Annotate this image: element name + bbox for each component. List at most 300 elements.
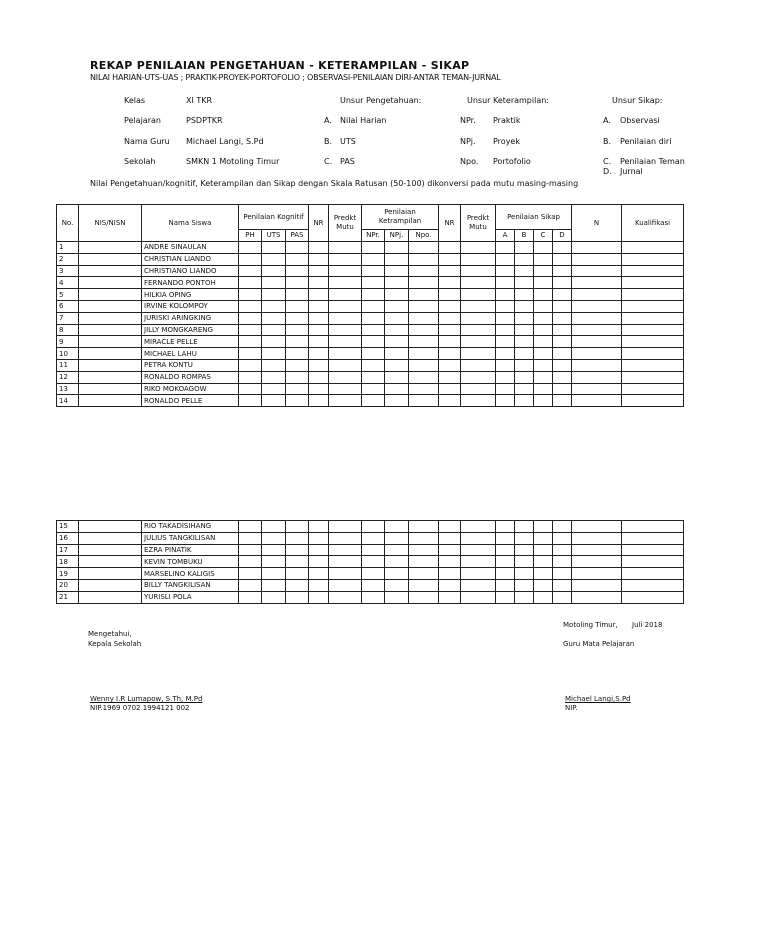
grade-table-continued: [56, 520, 684, 604]
grade-cell: [461, 324, 496, 336]
grade-cell: [572, 544, 622, 556]
grade-cell: [385, 348, 409, 360]
grade-cell: [309, 300, 329, 312]
grade-cell: [439, 544, 461, 556]
grade-cell: [286, 336, 309, 348]
keterampilan-code: Npo.: [460, 157, 479, 166]
header-uts: UTS: [262, 230, 286, 242]
grade-cell: [79, 348, 142, 360]
grade-cell: [239, 579, 262, 591]
grade-cell: [362, 312, 385, 324]
grade-cell: [534, 242, 553, 254]
grade-cell: [461, 300, 496, 312]
grade-cell: [286, 579, 309, 591]
grade-cell: [262, 312, 286, 324]
sikap-item: Penilaian diri: [620, 137, 672, 146]
table-row: [57, 348, 684, 360]
student-name: JILLY MONGKARENG: [142, 324, 239, 336]
grade-cell: [496, 591, 515, 603]
row-number: 20: [57, 579, 79, 591]
grade-cell: [553, 359, 572, 371]
table-row: [57, 359, 684, 371]
grade-cell: [439, 277, 461, 289]
grade-cell: [496, 579, 515, 591]
grade-cell: [515, 348, 534, 360]
grade-cell: [309, 312, 329, 324]
grade-cell: [286, 568, 309, 580]
grade-cell: [362, 300, 385, 312]
grade-cell: [553, 300, 572, 312]
row-number: 17: [57, 544, 79, 556]
grade-cell: [496, 544, 515, 556]
keterampilan-item: Proyek: [493, 137, 520, 146]
grade-cell: [79, 242, 142, 254]
grade-cell: [461, 253, 496, 265]
grade-cell: [572, 253, 622, 265]
grade-cell: [309, 591, 329, 603]
grade-cell: [515, 312, 534, 324]
mengetahui-label: Mengetahui,: [88, 630, 132, 638]
grade-cell: [439, 348, 461, 360]
grade-cell: [461, 359, 496, 371]
grade-cell: [439, 253, 461, 265]
grade-cell: [622, 371, 684, 383]
grade-cell: [496, 324, 515, 336]
page-subtitle: NILAI HARIAN-UTS-UAS ; PRAKTIK-PROYEK-PORTOFOLIO ; OBSERVASI-PENILAIAN DIRI-ANTAR TEMAN-JURNAL: [90, 73, 501, 82]
grade-cell: [385, 521, 409, 533]
grade-cell: [515, 289, 534, 301]
row-number: 10: [57, 348, 79, 360]
grade-cell: [534, 395, 553, 407]
grade-cell: [572, 556, 622, 568]
table-row: [57, 253, 684, 265]
table-row: [57, 242, 684, 254]
grade-cell: [572, 300, 622, 312]
grade-cell: [79, 336, 142, 348]
grade-cell: [329, 544, 362, 556]
grade-cell: [79, 265, 142, 277]
grade-cell: [553, 532, 572, 544]
grade-cell: [362, 359, 385, 371]
grade-cell: [286, 324, 309, 336]
grade-cell: [572, 289, 622, 301]
grade-cell: [439, 300, 461, 312]
grade-cell: [534, 556, 553, 568]
student-name: MARSELINO KALIGIS: [142, 568, 239, 580]
grade-cell: [309, 383, 329, 395]
grade-cell: [409, 253, 439, 265]
grade-cell: [553, 591, 572, 603]
grade-cell: [572, 395, 622, 407]
table-row: [57, 544, 684, 556]
grade-cell: [262, 324, 286, 336]
grade-cell: [286, 591, 309, 603]
grade-cell: [553, 336, 572, 348]
row-number: 19: [57, 568, 79, 580]
grade-cell: [496, 383, 515, 395]
grade-cell: [385, 253, 409, 265]
grade-cell: [385, 371, 409, 383]
grade-cell: [515, 277, 534, 289]
grade-cell: [362, 348, 385, 360]
grade-cell: [439, 336, 461, 348]
header-ph: PH: [239, 230, 262, 242]
grade-cell: [239, 312, 262, 324]
grade-cell: [439, 395, 461, 407]
sikap-item: Jurnal: [620, 167, 643, 176]
grade-cell: [572, 277, 622, 289]
grade-cell: [409, 359, 439, 371]
kelas-label: Kelas: [124, 96, 146, 105]
table-row: [57, 556, 684, 568]
grade-cell: [461, 289, 496, 301]
grade-cell: [622, 289, 684, 301]
table-row: [57, 336, 684, 348]
grade-cell: [439, 556, 461, 568]
grade-cell: [262, 579, 286, 591]
grade-cell: [385, 359, 409, 371]
grade-cell: [622, 395, 684, 407]
grade-cell: [385, 556, 409, 568]
grade-cell: [622, 591, 684, 603]
grade-cell: [309, 371, 329, 383]
grade-cell: [385, 277, 409, 289]
grade-cell: [439, 371, 461, 383]
grade-cell: [515, 532, 534, 544]
student-name: RIKO MOKOAGOW: [142, 383, 239, 395]
grade-cell: [262, 521, 286, 533]
grade-cell: [622, 312, 684, 324]
header-npo: Npo.: [409, 230, 439, 242]
grade-cell: [79, 383, 142, 395]
grade-cell: [385, 265, 409, 277]
grade-cell: [362, 324, 385, 336]
header-n: N: [572, 205, 622, 242]
row-number: 7: [57, 312, 79, 324]
grade-cell: [622, 521, 684, 533]
grade-cell: [239, 348, 262, 360]
student-name: RIO TAKADISIHANG: [142, 521, 239, 533]
grade-cell: [309, 289, 329, 301]
grade-cell: [534, 348, 553, 360]
grade-cell: [534, 312, 553, 324]
grade-cell: [239, 532, 262, 544]
table-row: [57, 300, 684, 312]
header-no: No.: [57, 205, 79, 242]
grade-cell: [553, 277, 572, 289]
grade-cell: [309, 253, 329, 265]
row-number: 16: [57, 532, 79, 544]
grade-cell: [79, 395, 142, 407]
grade-cell: [309, 568, 329, 580]
grade-cell: [329, 300, 362, 312]
grade-cell: [329, 265, 362, 277]
grade-cell: [262, 591, 286, 603]
row-number: 12: [57, 371, 79, 383]
grade-cell: [79, 568, 142, 580]
grade-cell: [553, 265, 572, 277]
grade-cell: [461, 336, 496, 348]
grade-cell: [385, 532, 409, 544]
grade-cell: [409, 383, 439, 395]
student-name: BILLY TANGKILISAN: [142, 579, 239, 591]
grade-cell: [239, 371, 262, 383]
student-name: YURISLI POLA: [142, 591, 239, 603]
grade-cell: [262, 532, 286, 544]
grade-cell: [329, 242, 362, 254]
grade-cell: [496, 532, 515, 544]
grade-cell: [515, 253, 534, 265]
grade-cell: [309, 532, 329, 544]
grade-cell: [572, 242, 622, 254]
grade-cell: [286, 544, 309, 556]
grade-cell: [534, 579, 553, 591]
grade-cell: [286, 242, 309, 254]
grade-cell: [461, 591, 496, 603]
grade-cell: [439, 568, 461, 580]
grade-cell: [329, 395, 362, 407]
grade-cell: [553, 324, 572, 336]
grade-cell: [622, 253, 684, 265]
student-name: ANDRE SINAULAN: [142, 242, 239, 254]
grade-cell: [286, 253, 309, 265]
grade-cell: [286, 277, 309, 289]
grade-cell: [329, 336, 362, 348]
grade-cell: [515, 371, 534, 383]
table-row: [57, 277, 684, 289]
sikap-item: Observasi: [620, 116, 660, 125]
grade-cell: [286, 521, 309, 533]
grade-cell: [79, 521, 142, 533]
grade-cell: [262, 277, 286, 289]
grade-cell: [309, 324, 329, 336]
grade-cell: [515, 521, 534, 533]
grade-cell: [239, 265, 262, 277]
header-sikap: Penilaian Sikap: [496, 205, 572, 230]
grade-cell: [553, 383, 572, 395]
grade-cell: [622, 348, 684, 360]
grade-cell: [329, 521, 362, 533]
pengetahuan-code: B.: [324, 137, 333, 146]
row-number: 3: [57, 265, 79, 277]
grade-cell: [439, 359, 461, 371]
table-row: [57, 371, 684, 383]
grade-cell: [439, 383, 461, 395]
grade-cell: [534, 532, 553, 544]
grade-cell: [496, 253, 515, 265]
grade-cell: [329, 568, 362, 580]
kepala-sekolah-label: Kepala Sekolah: [88, 640, 142, 648]
grade-cell: [79, 324, 142, 336]
grade-cell: [239, 324, 262, 336]
grade-cell: [329, 277, 362, 289]
grade-cell: [309, 242, 329, 254]
grade-cell: [362, 383, 385, 395]
grade-cell: [309, 277, 329, 289]
grade-cell: [239, 568, 262, 580]
grade-cell: [534, 383, 553, 395]
grade-cell: [409, 336, 439, 348]
grade-cell: [553, 521, 572, 533]
grade-cell: [79, 312, 142, 324]
grade-cell: [496, 289, 515, 301]
grade-cell: [553, 312, 572, 324]
grade-cell: [496, 242, 515, 254]
grade-cell: [79, 579, 142, 591]
header-nama: Nama Siswa: [142, 205, 239, 242]
pelajaran-label: Pelajaran: [124, 116, 161, 125]
grade-cell: [329, 532, 362, 544]
grade-cell: [409, 242, 439, 254]
grade-cell: [362, 253, 385, 265]
grade-cell: [79, 371, 142, 383]
grade-cell: [496, 556, 515, 568]
grade-cell: [286, 371, 309, 383]
table-row: [57, 568, 684, 580]
pelajaran-value: PSDPTKR: [186, 116, 223, 125]
grade-cell: [262, 556, 286, 568]
grade-table: [56, 204, 684, 407]
grade-cell: [309, 544, 329, 556]
grade-cell: [461, 521, 496, 533]
row-number: 9: [57, 336, 79, 348]
guru-value: Michael Langi, S.Pd: [186, 137, 264, 146]
sekolah-value: SMKN 1 Motoling Timur: [186, 157, 280, 166]
header-ketrampilan: Penilaian Ketrampilan: [362, 205, 439, 230]
header-npr: NPr.: [362, 230, 385, 242]
grade-cell: [461, 277, 496, 289]
grade-cell: [309, 359, 329, 371]
row-number: 15: [57, 521, 79, 533]
grade-cell: [286, 265, 309, 277]
grade-cell: [553, 579, 572, 591]
grade-cell: [439, 591, 461, 603]
grade-cell: [622, 383, 684, 395]
sikap-heading: Unsur Sikap:: [612, 96, 663, 105]
grade-cell: [622, 579, 684, 591]
sikap-code: D.: [603, 167, 612, 176]
grade-cell: [385, 300, 409, 312]
grade-cell: [362, 521, 385, 533]
grade-cell: [409, 591, 439, 603]
grade-cell: [262, 265, 286, 277]
grade-cell: [239, 395, 262, 407]
header-sikap-a: A: [496, 230, 515, 242]
grade-cell: [309, 556, 329, 568]
grade-cell: [515, 591, 534, 603]
sikap-code: A.: [603, 116, 611, 125]
grade-cell: [329, 383, 362, 395]
grade-cell: [239, 544, 262, 556]
header-sikap-c: C: [534, 230, 553, 242]
grade-cell: [515, 242, 534, 254]
grade-cell: [496, 348, 515, 360]
grade-cell: [239, 277, 262, 289]
grade-cell: [239, 242, 262, 254]
grade-cell: [262, 348, 286, 360]
grade-cell: [362, 289, 385, 301]
grade-cell: [239, 556, 262, 568]
grade-cell: [515, 324, 534, 336]
grade-cell: [461, 579, 496, 591]
grade-cell: [534, 324, 553, 336]
grade-cell: [239, 336, 262, 348]
grade-cell: [496, 568, 515, 580]
grade-cell: [286, 300, 309, 312]
grade-cell: [515, 359, 534, 371]
grade-cell: [385, 242, 409, 254]
grade-cell: [362, 544, 385, 556]
grade-cell: [286, 383, 309, 395]
grade-cell: [572, 579, 622, 591]
pengetahuan-code: C.: [324, 157, 333, 166]
grade-cell: [385, 395, 409, 407]
grade-cell: [572, 568, 622, 580]
grade-cell: [534, 289, 553, 301]
grade-cell: [385, 591, 409, 603]
grade-cell: [553, 289, 572, 301]
kepala-nip: NIP.1969 0702 1994121 002: [90, 704, 190, 712]
grade-cell: [385, 312, 409, 324]
scale-note: Nilai Pengetahuan/kognitif, Keterampilan dan Sikap dengan Skala Ratusan (50-100) dikonversi pada mutu masing-masing: [90, 179, 579, 188]
grade-cell: [553, 395, 572, 407]
grade-cell: [496, 336, 515, 348]
kepala-name: Wenny I.R Lumapow, S.Th, M.Pd: [90, 695, 203, 703]
grade-cell: [461, 532, 496, 544]
grade-cell: [553, 348, 572, 360]
keterampilan-item: Praktik: [493, 116, 521, 125]
grade-cell: [461, 395, 496, 407]
table-row: [57, 324, 684, 336]
grade-cell: [439, 242, 461, 254]
grade-cell: [496, 277, 515, 289]
student-name: HILKIA OPING: [142, 289, 239, 301]
grade-cell: [461, 556, 496, 568]
grade-cell: [262, 336, 286, 348]
grade-cell: [515, 579, 534, 591]
grade-cell: [262, 242, 286, 254]
grade-cell: [79, 300, 142, 312]
grade-cell: [439, 312, 461, 324]
grade-cell: [496, 371, 515, 383]
page-title: REKAP PENILAIAN PENGETAHUAN - KETERAMPILAN - SIKAP: [90, 59, 470, 72]
grade-cell: [239, 359, 262, 371]
grade-cell: [572, 265, 622, 277]
row-number: 8: [57, 324, 79, 336]
grade-cell: [286, 348, 309, 360]
header-pas: PAS: [286, 230, 309, 242]
grade-cell: [79, 556, 142, 568]
row-number: 13: [57, 383, 79, 395]
grade-cell: [553, 544, 572, 556]
grade-cell: [262, 253, 286, 265]
grade-cell: [534, 544, 553, 556]
grade-cell: [362, 371, 385, 383]
sekolah-label: Sekolah: [124, 157, 156, 166]
grade-cell: [461, 383, 496, 395]
grade-cell: [385, 383, 409, 395]
grade-cell: [239, 521, 262, 533]
grade-cell: [409, 521, 439, 533]
grade-cell: [362, 242, 385, 254]
grade-cell: [553, 568, 572, 580]
header-predikat: Predkt Mutu: [329, 205, 362, 242]
grade-cell: [385, 544, 409, 556]
grade-cell: [622, 544, 684, 556]
pengetahuan-code: A.: [324, 116, 332, 125]
grade-cell: [622, 336, 684, 348]
grade-cell: [262, 383, 286, 395]
